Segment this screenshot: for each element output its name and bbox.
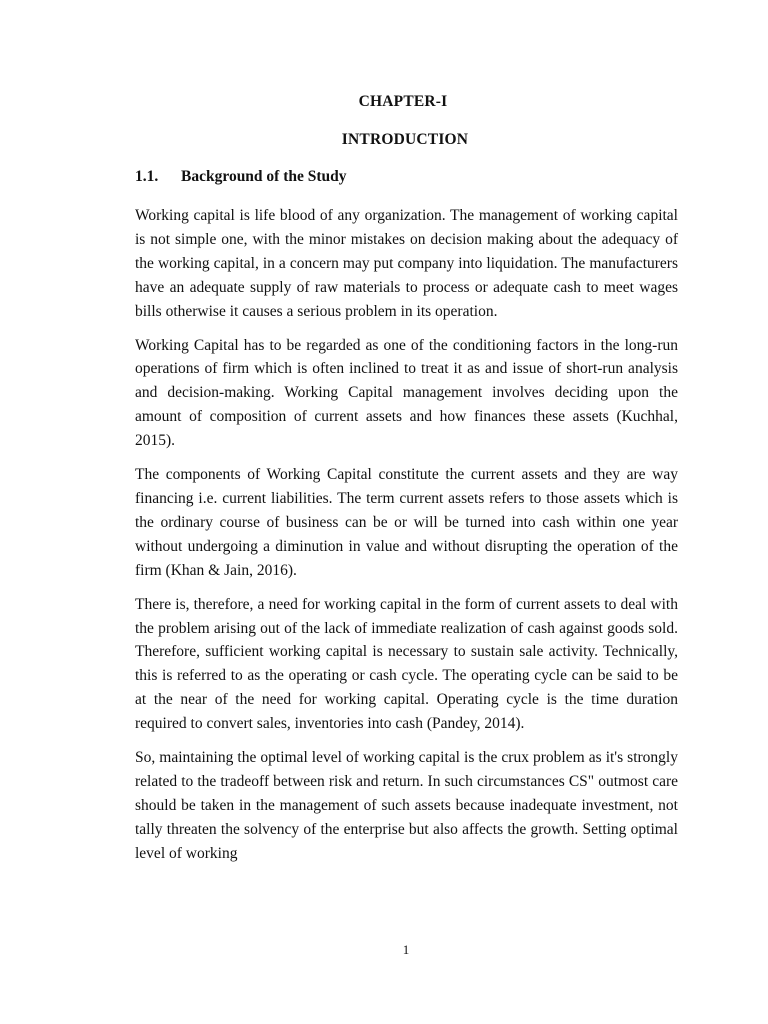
body-text [135, 204, 678, 876]
section-number: 1.1. [135, 168, 159, 185]
paragraph: The components of Working Capital constitute the current assets and they are way financing i.e. current liabilities. The term current assets refers to those assets which is the ordinary course of business can be or will be turned into cash within one year without undergoing a diminution in value and without disrupting the operation of the firm (Khan & Jain, 2016). [135, 466, 678, 579]
section-heading [135, 168, 347, 186]
chapter-label: CHAPTER-I [358, 93, 448, 110]
paragraph: There is, therefore, a need for working capital in the form of current assets to deal with the problem arising out of the lack of immediate realization of cash against goods sold. Therefore, sufficient working capital is necessary to sustain sale activity. Technically, this is referred to as the operating or cash cycle. The operating cycle can be said to be at the near of the need for working capital. Operating cycle is the time duration required to convert sales, inventories into cash (Pandey, 2014). [135, 595, 678, 733]
section-title: Background of the Study [181, 168, 347, 185]
paragraph: Working capital is life blood of any organization. The management of working capital is not simple one, with the minor mistakes on decision making about the adequacy of the working capital, in a concern may put company into liquidation. The manufacturers have an adequate supply of raw materials to process or adequate cash to meet wages bills otherwise it causes a serious problem in its operation. [135, 207, 678, 320]
chapter-title: INTRODUCTION [341, 131, 469, 148]
paragraph: So, maintaining the optimal level of working capital is the crux problem as it's strongly related to the tradeoff between risk and return. In such circumstances CS" outmost care should be taken in the management of such assets because inadequate investment, not tally threaten the solvency of the enterprise but also affects the growth. Setting optimal level of working [135, 749, 678, 862]
page-number: 1 [402, 942, 410, 957]
paragraph: Working Capital has to be regarded as one of the conditioning factors in the long-run operations of firm which is often inclined to treat it as and issue of short-run analysis and decision-making. Working Capital management involves deciding upon the amount of composition of current assets and how finances these assets (Kuchhal, 2015). [135, 336, 678, 450]
